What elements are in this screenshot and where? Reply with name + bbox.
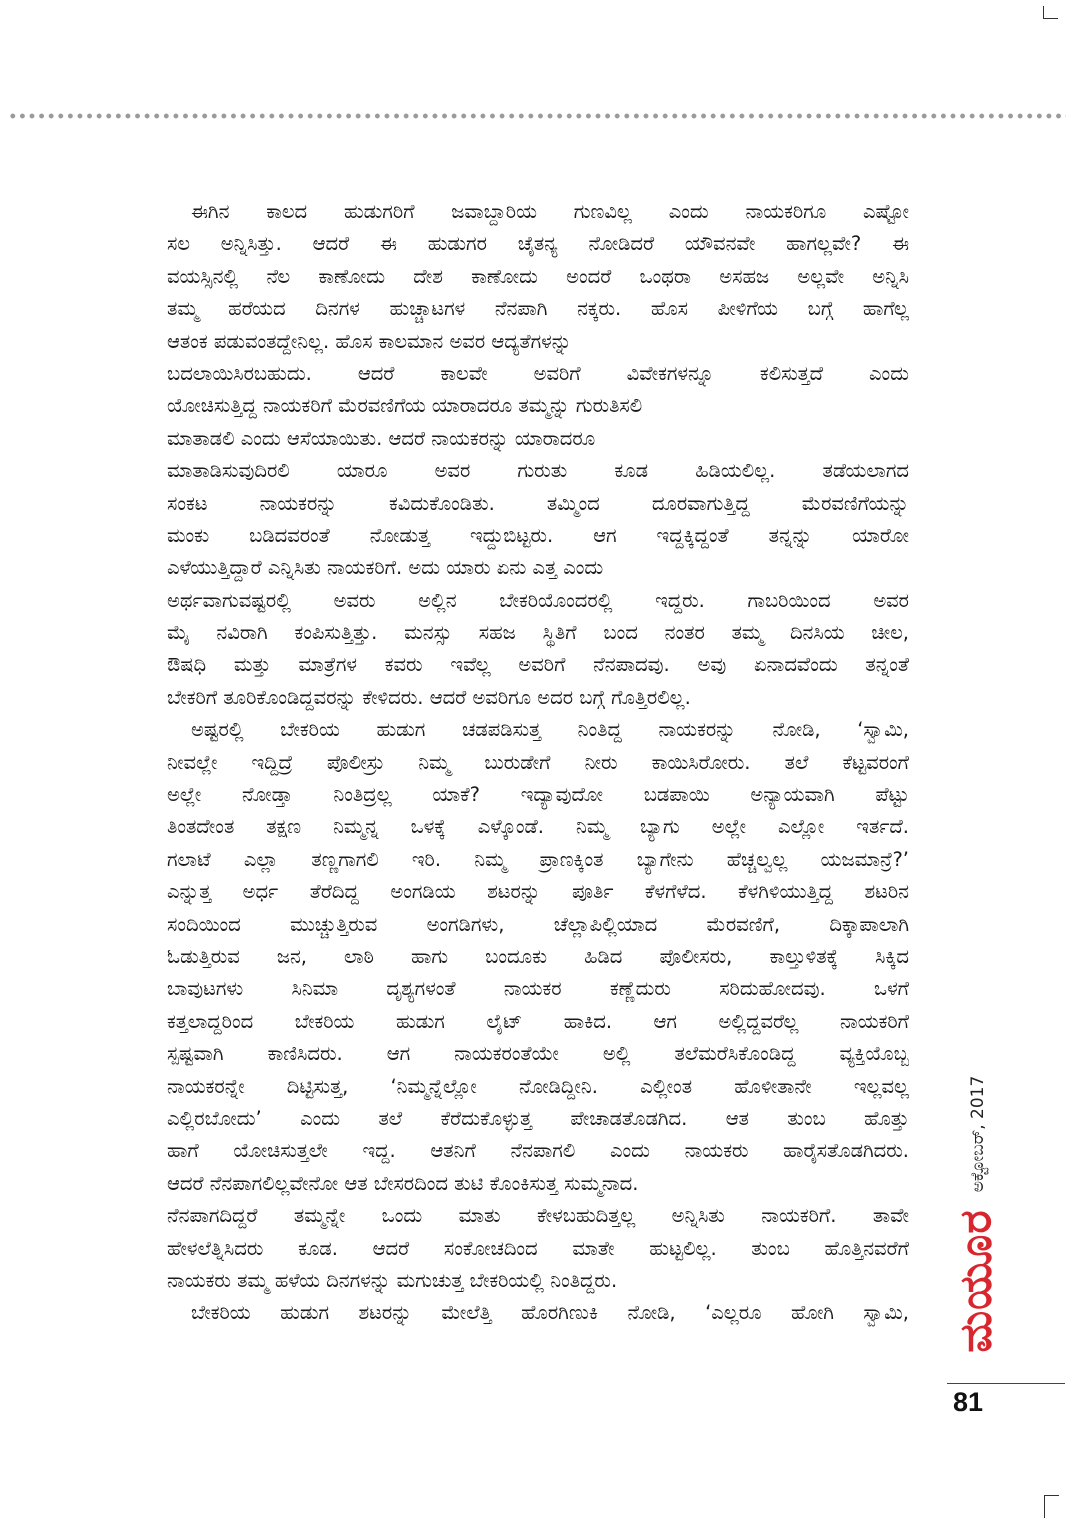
magazine-logo — [948, 1195, 1004, 1367]
article-line: ಸ್ಪಷ್ಟವಾಗಿ ಕಾಣಿಸಿದರು. ಆಗ ನಾಯಕರಂತೆಯೇ ಅಲ್ಲಿ ತಲೆಮರೆಸಿಕೊಂಡಿದ್ದ ವ್ಯಕ್ತಿಯೊಬ್ಬ — [167, 1042, 909, 1066]
page-number-rule — [947, 1383, 1065, 1384]
article-line: ಔಷಧಿ ಮತ್ತು ಮಾತ್ರೆಗಳ ಕವರು ಇವೆಲ್ಲ ಅವರಿಗೆ ನೆನಪಾದವು. ಅವು ಏನಾದವೆಂದು ತನ್ನಂತೆ — [167, 653, 909, 677]
article-line: ಹೇಳಲೆತ್ನಿಸಿದರು ಕೂಡ. ಆದರೆ ಸಂಕೋಚದಿಂದ ಮಾತೇ ಹುಟ್ಟಲಿಲ್ಲ. ತುಂಬ ಹೊತ್ತಿನವರೆಗೆ — [167, 1236, 909, 1260]
article-body — [167, 196, 909, 1330]
crop-mark-top-right — [1043, 6, 1058, 19]
article-line: ನಾಯಕರನ್ನೇ ದಿಟ್ಟಿಸುತ್ತ, ‘ನಿಮ್ಮನ್ನೆಲ್ಲೋ ನೋಡಿದ್ದೀನಿ. ಎಲ್ಲೀಂತ ಹೊಳೀತಾನೇ ಇಲ್ಲವಲ್ಲ — [167, 1074, 909, 1098]
article-line: ನೆನಪಾಗದಿದ್ದರೆ ತಮ್ಮನ್ನೇ ಒಂದು ಮಾತು ಕೇಳಬಹುದಿತ್ತಲ್ಲ ಅನ್ನಿಸಿತು ನಾಯಕರಿಗೆ. ತಾವೇ — [167, 1204, 909, 1228]
article-line: ನಾಯಕರು ತಮ್ಮ ಹಳೆಯ ದಿನಗಳನ್ನು ಮಗುಚುತ್ತ ಬೇಕರಿಯಲ್ಲಿ ನಿಂತಿದ್ದರು. — [167, 1268, 618, 1292]
article-line: ಈಗಿನ ಕಾಲದ ಹುಡುಗರಿಗೆ ಜವಾಬ್ದಾರಿಯ ಗುಣವಿಲ್ಲ ಎಂದು ನಾಯಕರಿಗೂ ಎಷ್ಟೋ — [191, 200, 909, 223]
article-line: ಮಾತಾಡಲಿ ಎಂದು ಆಸೆಯಾಯಿತು. ಆದರೆ ನಾಯಕರನ್ನು ಯಾರಾದರೂ — [167, 426, 596, 450]
article-line: ಆದರೆ ನೆನಪಾಗಲಿಲ್ಲವೇನೋ ಆತ ಬೇಸರದಿಂದ ತುಟಿ ಕೊಂಕಿಸುತ್ತ ಸುಮ್ಮನಾದ. — [167, 1171, 639, 1195]
article-line: ಯೋಚಿಸುತ್ತಿದ್ದ ನಾಯಕರಿಗೆ ಮೆರವಣಿಗೆಯ ಯಾರಾದರೂ ತಮ್ಮನ್ನು ಗುರುತಿಸಲಿ — [167, 394, 643, 418]
article-line: ಅಲ್ಲೇ ನೋಡ್ತಾ ನಿಂತಿದ್ರಲ್ಲ ಯಾಕೆ? ಇದ್ಯಾವುದೋ ಬಡಪಾಯಿ ಅನ್ಯಾಯವಾಗಿ ಪೆಟ್ಟು — [167, 783, 909, 807]
article-line: ವಯಸ್ಸಿನಲ್ಲಿ ನೆಲ ಕಾಣೋದು ದೇಶ ಕಾಣೋದು ಅಂದರೆ ಒಂಥರಾ ಅಸಹಜ ಅಲ್ಲವೇ ಅನ್ನಿಸಿ — [167, 264, 909, 288]
article-line: ಸಂಕಟ ನಾಯಕರನ್ನು ಕವಿದುಕೊಂಡಿತು. ತಮ್ಮಿಂದ ದೂರವಾಗುತ್ತಿದ್ದ ಮೆರವಣಿಗೆಯನ್ನು — [167, 491, 909, 515]
article-line: ಎಲ್ಲಿರಬೋದು’ ಎಂದು ತಲೆ ಕೆರೆದುಕೊಳ್ಳುತ್ತ ಪೇಚಾಡತೊಡಗಿದ. ಆತ ತುಂಬ ಹೊತ್ತು — [167, 1106, 909, 1130]
article-line: ಸಂದಿಯಿಂದ ಮುಚ್ಚುತ್ತಿರುವ ಅಂಗಡಿಗಳು, ಚೆಲ್ಲಾಪಿಲ್ಲಿಯಾದ ಮೆರವಣಿಗೆ, ದಿಕ್ಕಾಪಾಲಾಗಿ — [167, 912, 909, 936]
article-line: ಮಂಕು ಬಡಿದವರಂತೆ ನೋಡುತ್ತ ಇದ್ದುಬಿಟ್ಟರು. ಆಗ ಇದ್ದಕ್ಕಿದ್ದಂತೆ ತನ್ನನ್ನು ಯಾರೋ — [167, 523, 909, 547]
article-line: ಬಾವುಟಗಳು ಸಿನಿಮಾ ದೃಶ್ಯಗಳಂತೆ ನಾಯಕರ ಕಣ್ಣೆದುರು ಸರಿದುಹೋದವು. ಒಳಗೆ — [167, 977, 909, 1001]
page-number: 81 — [953, 1387, 984, 1417]
dotted-separator — [8, 112, 1066, 120]
magazine-name: ಮಯೂರ — [950, 1209, 1002, 1353]
article-line: ಎನ್ನುತ್ತ ಅರ್ಧ ತೆರೆದಿದ್ದ ಅಂಗಡಿಯ ಶಟರನ್ನು ಪೂರ್ತಿ ಕೆಳಗೆಳೆದ. ಕೆಳಗಿಳಿಯುತ್ತಿದ್ದ ಶಟರಿನ — [167, 880, 909, 904]
article-line: ತಮ್ಮ ಹರೆಯದ ದಿನಗಳ ಹುಚ್ಚಾಟಗಳ ನೆನಪಾಗಿ ನಕ್ಕರು. ಹೊಸ ಪೀಳಿಗೆಯ ಬಗ್ಗೆ ಹಾಗೆಲ್ಲ — [167, 297, 909, 321]
article-line: ಕತ್ತಲಾದ್ದರಿಂದ ಬೇಕರಿಯ ಹುಡುಗ ಲೈಟ್ ಹಾಕಿದ. ಆಗ ಅಲ್ಲಿದ್ದವರೆಲ್ಲ ನಾಯಕರಿಗೆ — [167, 1009, 909, 1033]
article-line: ಹಾಗೆ ಯೋಚಿಸುತ್ತಲೇ ಇದ್ದ. ಆತನಿಗೆ ನೆನಪಾಗಲಿ ಎಂದು ನಾಯಕರು ಹಾರೈಸತೊಡಗಿದರು. — [167, 1139, 909, 1163]
issue-date — [958, 1075, 998, 1193]
article-line: ಗಲಾಟೆ ಎಲ್ಲಾ ತಣ್ಣಗಾಗಲಿ ಇರಿ. ನಿಮ್ಮ ಪ್ರಾಣಕ್ಕಿಂತ ಬ್ಯಾಗೇನು ಹೆಚ್ಚಲ್ವಲ್ಲ ಯಜಮಾನ್ರೆ?’ — [167, 847, 909, 871]
article-line: ನೀವಲ್ಲೇ ಇದ್ದಿದ್ರೆ ಪೊಲೀಸ್ರು ನಿಮ್ಮ ಬುರುಡೇಗೆ ನೀರು ಕಾಯಿಸಿರೋರು. ತಲೆ ಕೆಟ್ಟವರಂಗೆ — [167, 750, 909, 774]
article-line: ಬೇಕರಿಗೆ ತೂರಿಕೊಂಡಿದ್ದವರನ್ನು ಕೇಳಿದರು. ಆದರೆ ಅವರಿಗೂ ಅದರ ಬಗ್ಗೆ ಗೊತ್ತಿರಲಿಲ್ಲ. — [167, 685, 691, 709]
crop-mark-bottom-right — [1044, 1495, 1059, 1518]
issue-date-text: ಅಕ್ಟೋಬರ್, 2017 — [968, 1075, 988, 1193]
article-line: ಆತಂಕ ಪಡುವಂತದ್ದೇನಿಲ್ಲ. ಹೊಸ ಕಾಲಮಾನ ಅವರ ಆದ್ಯತೆಗಳನ್ನು — [167, 329, 572, 353]
article-line: ಬೇಕರಿಯ ಹುಡುಗ ಶಟರನ್ನು ಮೇಲೆತ್ತಿ ಹೊರಗಿಣುಕಿ ನೋಡಿ, ‘ಎಲ್ಲರೂ ಹೋಗಿ ಸ್ವಾಮಿ, — [191, 1301, 909, 1325]
article-line: ಸಲ ಅನ್ನಿಸಿತ್ತು. ಆದರೆ ಈ ಹುಡುಗರ ಚೈತನ್ಯ ನೋಡಿದರೆ ಯೌವನವೇ ಹಾಗಲ್ಲವೇ? ಈ — [167, 232, 909, 256]
article-line: ಮೈ ನವಿರಾಗಿ ಕಂಪಿಸುತ್ತಿತ್ತು. ಮನಸ್ಸು ಸಹಜ ಸ್ಥಿತಿಗೆ ಬಂದ ನಂತರ ತಮ್ಮ ದಿನಸಿಯ ಚೀಲ, — [167, 621, 909, 645]
article-line: ಅಷ್ಟರಲ್ಲಿ ಬೇಕರಿಯ ಹುಡುಗ ಚಡಪಡಿಸುತ್ತ ನಿಂತಿದ್ದ ನಾಯಕರನ್ನು ನೋಡಿ, ‘ಸ್ವಾಮಿ, — [191, 718, 909, 742]
article-line: ಮಾತಾಡಿಸುವುದಿರಲಿ ಯಾರೂ ಅವರ ಗುರುತು ಕೂಡ ಹಿಡಿಯಲಿಲ್ಲ. ತಡೆಯಲಾಗದ — [167, 459, 909, 483]
article-line: ಓಡುತ್ತಿರುವ ಜನ, ಲಾಠಿ ಹಾಗು ಬಂದೂಕು ಹಿಡಿದ ಪೊಲೀಸರು, ಕಾಲ್ತುಳಿತಕ್ಕೆ ಸಿಕ್ಕಿದ — [167, 944, 909, 968]
article-line: ಬದಲಾಯಿಸಿರಬಹುದು. ಆದರೆ ಕಾಲವೇ ಅವರಿಗೆ ವಿವೇಕಗಳನ್ನೂ ಕಲಿಸುತ್ತದೆ ಎಂದು — [167, 361, 909, 385]
article-line: ತಿಂತದೇಂತ ತಕ್ಷಣ ನಿಮ್ಮನ್ನ ಒಳಕ್ಕೆ ಎಳ್ಕೊಂಡೆ. ನಿಮ್ಮ ಬ್ಯಾಗು ಅಲ್ಲೇ ಎಲ್ಲೋ ಇರ್ತದೆ. — [167, 815, 909, 839]
article-line: ಎಳೆಯುತ್ತಿದ್ದಾರೆ ಎನ್ನಿಸಿತು ನಾಯಕರಿಗೆ. ಅದು ಯಾರು ಏನು ಎತ್ತ ಎಂದು — [167, 556, 604, 580]
article-line: ಅರ್ಥವಾಗುವಷ್ಟರಲ್ಲಿ ಅವರು ಅಲ್ಲಿನ ಬೇಕರಿಯೊಂದರಲ್ಲಿ ಇದ್ದರು. ಗಾಬರಿಯಿಂದ ಅವರ — [167, 588, 909, 612]
